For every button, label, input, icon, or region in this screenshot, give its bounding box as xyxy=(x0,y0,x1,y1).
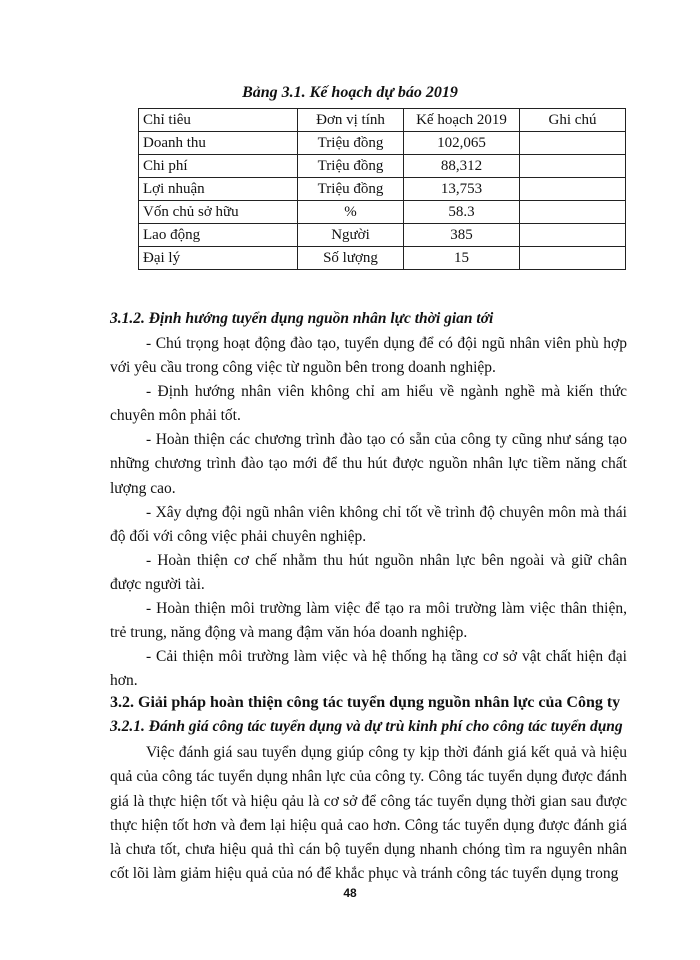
table-cell xyxy=(520,155,626,178)
table-cell: Lao động xyxy=(139,224,298,247)
table-row xyxy=(139,224,626,247)
table-cell: Vốn chủ sở hữu xyxy=(139,201,298,224)
table-cell: Doanh thu xyxy=(139,132,298,155)
section-heading-3-1-2: 3.1.2. Định hướng tuyển dụng nguồn nhân lực thời gian tới xyxy=(110,310,494,327)
table-cell: 15 xyxy=(404,247,520,270)
table-cell: 58.3 xyxy=(404,201,520,224)
table-cell: 102,065 xyxy=(404,132,520,155)
table-row xyxy=(139,247,626,270)
bullet-paragraph: - Định hướng nhân viên không chỉ am hiểu về ngành nghề mà kiến thức chuyên môn phải tốt. xyxy=(110,383,627,425)
table-cell: Người xyxy=(298,224,404,247)
bullet-paragraph: - Hoàn thiện các chương trình đào tạo có sẵn của công ty cũng như sáng tạo những chương trình đào tạo mới để thu hút được nguồn nhân lực tiềm năng chất lượng cao. xyxy=(110,431,627,497)
table-cell: % xyxy=(298,201,404,224)
table-cell: Triệu đồng xyxy=(298,178,404,201)
bullet-paragraph: - Chú trọng hoạt động đào tạo, tuyển dụng để có đội ngũ nhân viên phù hợp với yêu cầu trong công việc từ nguồn bên trong doanh nghiệp. xyxy=(110,335,627,377)
bullet-paragraph: - Hoàn thiện môi trường làm việc để tạo ra môi trường làm việc thân thiện, trẻ trung, năng động và mang đậm văn hóa doanh nghiệp. xyxy=(110,600,627,642)
table-cell: 385 xyxy=(404,224,520,247)
table-row xyxy=(139,132,626,155)
table-cell xyxy=(520,132,626,155)
table-caption: Bảng 3.1. Kế hoạch dự báo 2019 xyxy=(242,84,458,101)
header-cell: Kế hoạch 2019 xyxy=(404,109,520,132)
table-cell xyxy=(520,201,626,224)
table-cell: Đại lý xyxy=(139,247,298,270)
section-heading-3-2-1: 3.2.1. Đánh giá công tác tuyển dụng và dự trù kinh phí cho công tác tuyển dụng xyxy=(110,718,623,735)
forecast-table xyxy=(138,108,626,270)
table-cell: Số lượng xyxy=(298,247,404,270)
table-cell: Triệu đồng xyxy=(298,132,404,155)
table-cell: 13,753 xyxy=(404,178,520,201)
header-cell: Chỉ tiêu xyxy=(139,109,298,132)
bullet-paragraph: - Hoàn thiện cơ chế nhằm thu hút nguồn nhân lực bên ngoài và giữ chân được người tài. xyxy=(110,552,627,594)
bullet-paragraph: - Xây dựng đội ngũ nhân viên không chỉ tốt về trình độ chuyên môn mà thái độ đối với công việc phải chuyên nghiệp. xyxy=(110,504,627,546)
table-cell: Triệu đồng xyxy=(298,155,404,178)
section-heading-3-2: 3.2. Giải pháp hoàn thiện công tác tuyển dụng nguồn nhân lực của Công ty xyxy=(110,694,621,711)
table-cell xyxy=(520,247,626,270)
table-row xyxy=(139,201,626,224)
table-row xyxy=(139,155,626,178)
page-number: 48 xyxy=(343,886,357,900)
body-paragraph: Việc đánh giá sau tuyển dụng giúp công ty kịp thời đánh giá kết quả và hiệu quả của công tác tuyển dụng nhân lực của công ty. Công tác tuyển dụng được đánh giá là thực hiện tốt và hiệu qảu là cơ sở để công tác tuyển dụng thời gian sau được thực hiện tốt hơn và đem lại hiệu quả cao hơn. Công tác tuyển dụng được đánh giá là chưa tốt, chưa hiệu quả thì cán bộ tuyển dụng nhanh chóng tìm ra nguyên nhân cốt lõi làm giảm hiệu quả của nó để khắc phục và tránh công tác tuyển dụng trong xyxy=(110,744,627,883)
header-cell: Ghi chú xyxy=(520,109,626,132)
table-header-row xyxy=(139,109,626,132)
bullet-paragraph: - Cải thiện môi trường làm việc và hệ thống hạ tầng cơ sở vật chất hiện đại hơn. xyxy=(110,648,627,690)
table-cell xyxy=(520,178,626,201)
table-row xyxy=(139,178,626,201)
table-cell: 88,312 xyxy=(404,155,520,178)
table-cell: Chi phí xyxy=(139,155,298,178)
table-cell xyxy=(520,224,626,247)
header-cell: Đơn vị tính xyxy=(298,109,404,132)
table-cell: Lợi nhuận xyxy=(139,178,298,201)
